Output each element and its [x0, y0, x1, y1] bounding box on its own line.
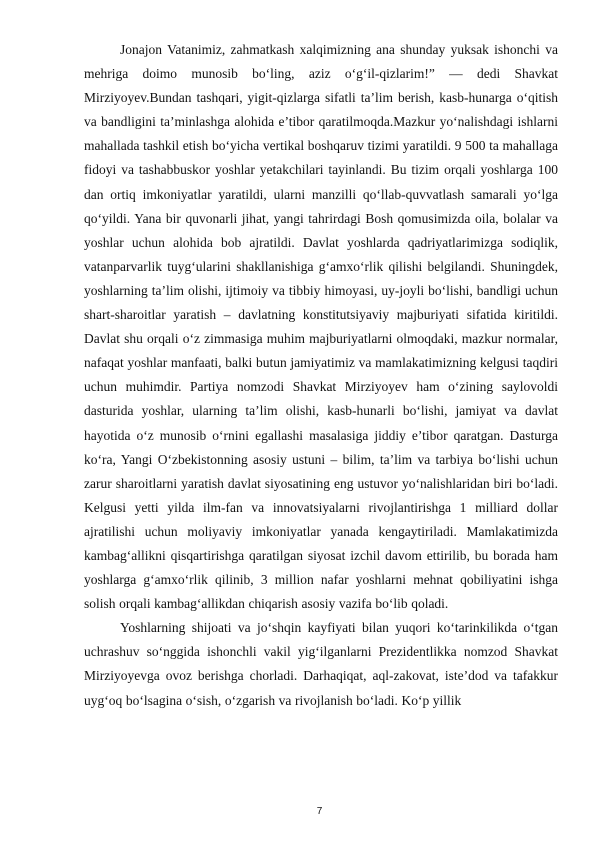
paragraph-2: Yoshlarning shijoati va jo‘shqin kayfiyati bilan yuqori ko‘tarinkilikda o‘tgan uchrashuv so‘nggida ishonchli vakil yig‘ilganlarni Prezidentlikka nomzod Shavkat Mirziyoyevga ovoz berishga chorladi. Darhaqiqat, aql-zakovat, iste’dod va tafakkur uyg‘oq bo‘lsagina o‘sish, o‘zgarish va rivojlanish bo‘ladi. Ko‘p yillik: [84, 620, 558, 708]
paragraph-1: Jonajon Vatanimiz, zahmatkash xalqimizning ana shunday yuksak ishonchi va mehriga doimo munosib bo‘ling, aziz o‘g‘il-qizlarim!” — dedi Shavkat Mirziyoyev.Bundan tashqari, yigit-qizlarga sifatli ta’lim berish, kasb-hunarga o‘qitish va bandligini ta’minlashga alohida e’tibor qaratilmoqda.Mazkur yo‘nalishdagi ishlarni mahallada tashkil etish bo‘yicha vertikal boshqaruv tizimi yaratildi. 9 500 ta mahallaga fidoyi va tashabbuskor yoshlar yetakchilari tayinlandi. Bu tizim orqali yoshlarga 100 dan ortiq imkoniyatlar yaratildi, ularni manzilli qo‘llab-quvvatlash samarali yo‘lga qo‘yildi. Yana bir quvonarli jihat, yangi tahrirdagi Bosh qomusimizda oila, bolalar va yoshlar uchun alohida bob ajratildi. Davlat yoshlarda qadriyatlarimizga sodiqlik, vatanparvarlik tuyg‘ularini shakllanishiga g‘amxo‘rlik qilishi belgilandi. Shuningdek, yoshlarning ta’lim olishi, ijtimoiy va tibbiy himoyasi, uy-joyli bo‘lishi, bandligi uchun shart-sharoitlar yaratish – davlatning konstitutsiyaviy majburiyati sifatida kiritildi. Davlat shu orqali o‘z zimmasiga muhim majburiyatlarni olmoqdaki, mazkur normalar, nafaqat yoshlar manfaati, balki butun jamiyatimiz va mamlakatimizning kelgusi taqdiri uchun muhimdir. Partiya nomzodi Shavkat Mirziyoyev ham o‘zining saylovoldi dasturida yoshlar, ularning ta’lim olishi, kasb-hunarli bo‘lishi, jamiyat va davlat hayotida o‘z munosib o‘rnini egallashi masalasiga jiddiy e’tibor qaratgan. Dasturga ko‘ra, Yangi O‘zbekistonning asosiy ustuni – bilim, ta’lim va tarbiya bo‘lishi uchun zarur sharoitlarni yaratish davlat siyosatining eng ustuvor yo‘nalishlaridan biri bo‘ladi. Kelgusi yetti yilda ilm-fan va innovatsiyalarni rivojlantirishga 1 milliard dollar ajratilishi uchun moliyaviy imkoniyatlar yanada kengaytiriladi. Mamlakatimizda kambag‘allikni qisqartirishga qaratilgan siyosat izchil davom ettirilib, bu borada ham yoshlarga g‘amxo‘rlik qilinib, 3 million nafar yoshlarni mehnat qobiliyatini ishga solish orqali kambag‘allikdan chiqarish asosiy vazifa bo‘lib qoladi.: [84, 42, 558, 612]
body-text: [84, 38, 558, 713]
page-number: 7: [316, 806, 323, 817]
